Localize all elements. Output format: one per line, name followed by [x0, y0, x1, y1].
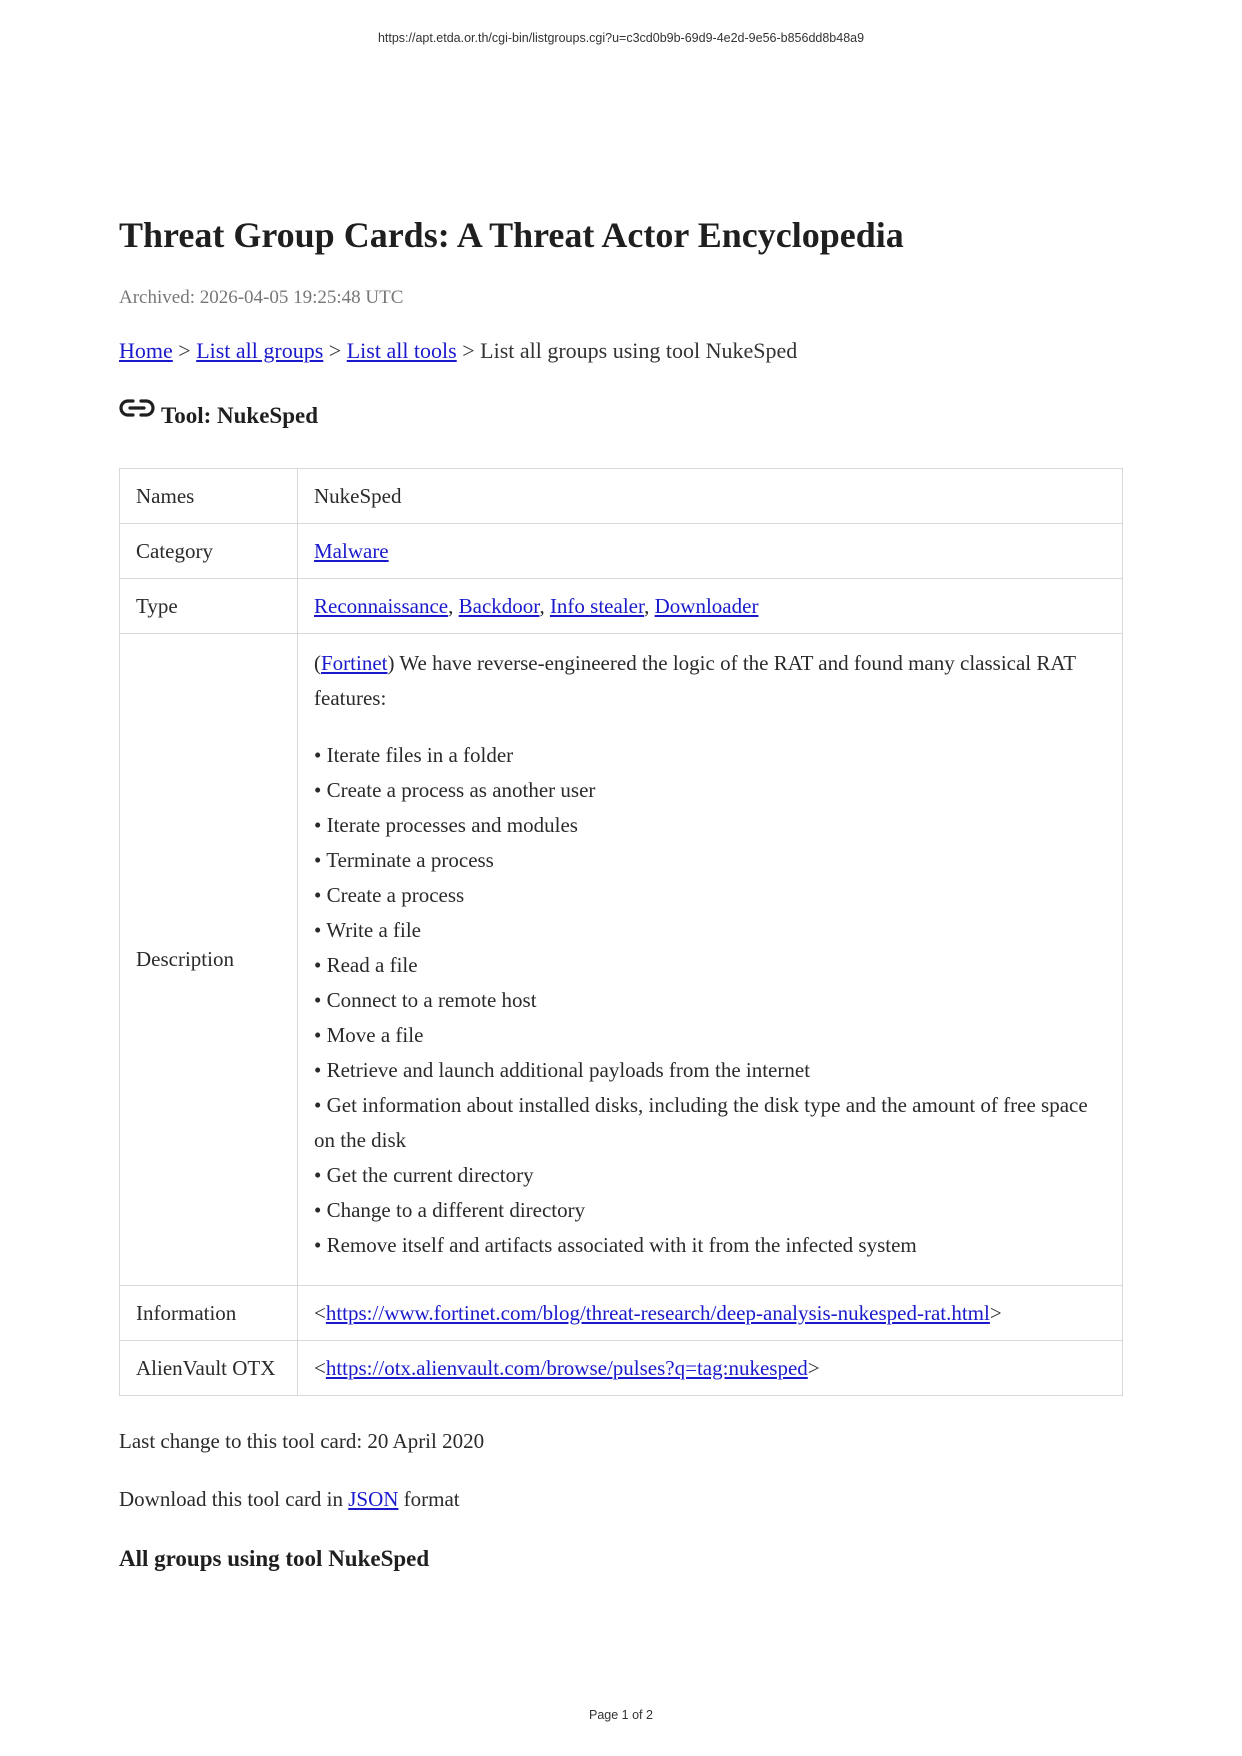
- table-row: [120, 469, 1123, 524]
- breadcrumb-list-tools-link[interactable]: List all tools: [346, 338, 457, 363]
- page-number: Page 1 of 2: [589, 1708, 653, 1722]
- download-suffix: format: [403, 1487, 460, 1511]
- type-label: Type: [120, 579, 298, 634]
- breadcrumb: [119, 338, 797, 364]
- otx-link[interactable]: https://otx.alienvault.com/browse/pulses?q=tag:nukesped: [325, 1355, 808, 1380]
- archived-timestamp: Archived: 2026-04-05 19:25:48 UTC: [119, 287, 404, 308]
- type-info-stealer-link[interactable]: Info stealer: [549, 593, 645, 618]
- breadcrumb-separator: >: [328, 338, 342, 363]
- table-row: [120, 1341, 1123, 1396]
- list-item: • Get information about installed disks, including the disk type and the amount of free space on the disk: [314, 1088, 1106, 1158]
- category-malware-link[interactable]: Malware: [314, 538, 389, 563]
- link-icon[interactable]: [119, 397, 155, 425]
- list-item: • Move a file: [314, 1018, 1106, 1053]
- list-item: • Create a process as another user: [314, 773, 1106, 808]
- description-label: Description: [120, 634, 298, 1286]
- feature-list: [314, 738, 1106, 1263]
- tool-heading: [119, 403, 318, 429]
- otx-label: AlienVault OTX: [120, 1341, 298, 1396]
- list-item: • Connect to a remote host: [314, 983, 1106, 1018]
- page-title: Threat Group Cards: A Threat Actor Encyclopedia: [119, 215, 904, 255]
- download-prefix: Download this tool card in: [119, 1487, 343, 1511]
- angle-close: >: [989, 1300, 1002, 1325]
- type-separator: ,: [448, 593, 454, 618]
- page-url-header: https://apt.etda.or.th/cgi-bin/listgroups.cgi?u=c3cd0b9b-69d9-4e2d-9e56-b856dd8b48a9: [377, 31, 865, 45]
- table-row: [120, 524, 1123, 579]
- tool-card-table: [119, 468, 1123, 1396]
- paren-open: (: [314, 651, 321, 675]
- names-label: Names: [120, 469, 298, 524]
- angle-open: <: [314, 1300, 326, 1325]
- list-item: • Remove itself and artifacts associated with it from the infected system: [314, 1228, 1106, 1263]
- description-intro-text: ) We have reverse-engineered the logic of the RAT and found many classical RAT features:: [314, 651, 1076, 710]
- type-separator: ,: [539, 593, 545, 618]
- information-label: Information: [120, 1286, 298, 1341]
- list-item: • Iterate processes and modules: [314, 808, 1106, 843]
- category-value-cell: [298, 524, 1123, 579]
- breadcrumb-home-link[interactable]: Home: [119, 338, 173, 363]
- table-row: [120, 634, 1123, 1286]
- breadcrumb-separator: >: [462, 338, 475, 363]
- description-source-link[interactable]: Fortinet: [321, 651, 388, 675]
- download-line: [119, 1487, 460, 1512]
- list-item: • Iterate files in a folder: [314, 738, 1106, 773]
- information-value-cell: [298, 1286, 1123, 1341]
- list-item: • Retrieve and launch additional payloads from the internet: [314, 1053, 1106, 1088]
- tool-heading-text: Tool: NukeSped: [161, 403, 319, 428]
- breadcrumb-current: List all groups using tool NukeSped: [480, 338, 798, 363]
- groups-heading: All groups using tool NukeSped: [119, 1546, 430, 1571]
- list-item: • Create a process: [314, 878, 1106, 913]
- breadcrumb-separator: >: [178, 338, 191, 363]
- table-row: [120, 579, 1123, 634]
- download-json-link[interactable]: JSON: [348, 1487, 399, 1511]
- angle-open: <: [314, 1355, 326, 1380]
- list-item: • Get the current directory: [314, 1158, 1106, 1193]
- names-value: NukeSped: [298, 469, 1123, 524]
- breadcrumb-list-groups-link[interactable]: List all groups: [196, 338, 324, 363]
- table-row: [120, 1286, 1123, 1341]
- type-backdoor-link[interactable]: Backdoor: [458, 593, 540, 618]
- list-item: • Change to a different directory: [314, 1193, 1106, 1228]
- type-reconnaissance-link[interactable]: Reconnaissance: [314, 593, 449, 618]
- type-separator: ,: [644, 593, 650, 618]
- list-item: • Terminate a process: [314, 843, 1106, 878]
- otx-value-cell: [298, 1341, 1123, 1396]
- last-change-text: Last change to this tool card: 20 April 2020: [119, 1429, 485, 1453]
- description-intro: [314, 646, 1106, 716]
- list-item: • Write a file: [314, 913, 1106, 948]
- category-label: Category: [120, 524, 298, 579]
- information-link[interactable]: https://www.fortinet.com/blog/threat-research/deep-analysis-nukesped-rat.html: [325, 1300, 990, 1325]
- type-downloader-link[interactable]: Downloader: [654, 593, 759, 618]
- angle-close: >: [807, 1355, 820, 1380]
- description-value-cell: [298, 634, 1123, 1286]
- list-item: • Read a file: [314, 948, 1106, 983]
- type-value-cell: [298, 579, 1123, 634]
